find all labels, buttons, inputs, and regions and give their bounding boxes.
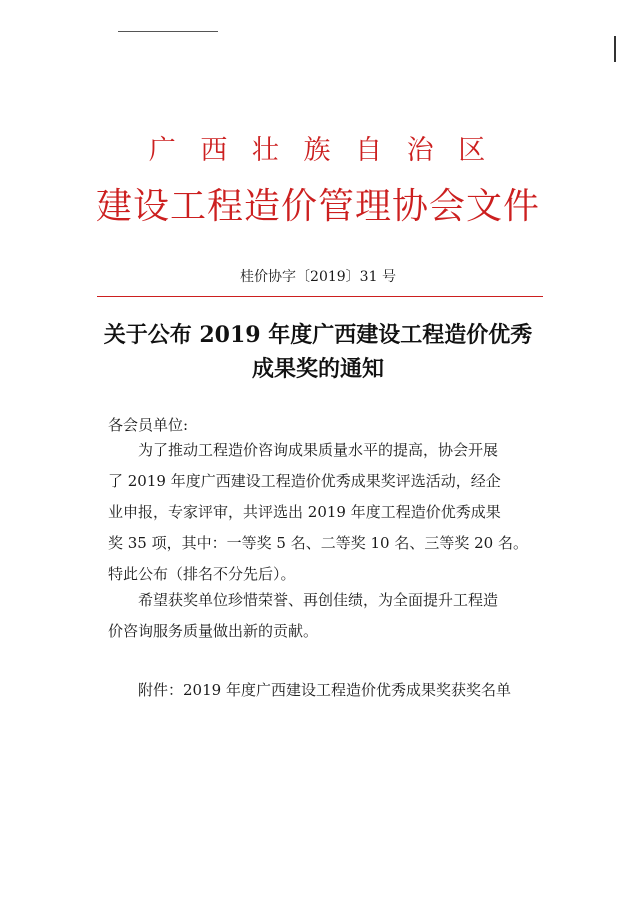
paragraph-1-line: 了 2019 年度广西建设工程造价优秀成果奖评选活动，经企 <box>108 472 501 490</box>
paragraph-1 <box>108 438 550 593</box>
notice-title-line2: 成果奖的通知 <box>251 356 384 382</box>
paragraph-2 <box>108 588 550 650</box>
header-org-file: 建设工程造价管理协会文件 <box>95 186 540 227</box>
scan-mark-right <box>614 36 616 62</box>
attachment-note: 附件：2019 年度广西建设工程造价优秀成果奖获奖名单 <box>138 681 511 699</box>
paragraph-2-line: 价咨询服务质量做出新的贡献。 <box>108 622 319 640</box>
scan-mark-top <box>118 31 218 32</box>
paragraph-2-line: 希望获奖单位珍惜荣誉、再创佳绩，为全面提升工程造 <box>138 591 499 609</box>
paragraph-1-line: 奖 35 项，其中：一等奖 5 名、二等奖 10 名、三等奖 20 名。 <box>108 534 528 552</box>
paragraph-1-line: 业申报，专家评审，共评选出 2019 年度工程造价优秀成果 <box>108 503 501 521</box>
document-number: 桂价协字〔2019〕31 号 <box>240 269 396 285</box>
paragraph-1-line: 特此公布（排名不分先后）。 <box>108 565 296 583</box>
notice-title-line1: 关于公布 2019 年度广西建设工程造价优秀 <box>103 322 533 348</box>
red-divider-line <box>97 296 543 297</box>
header-region: 广 西 壮 族 自 治 区 <box>148 135 494 166</box>
salutation: 各会员单位: <box>108 416 189 434</box>
paragraph-1-line: 为了推动工程造价咨询成果质量水平的提高，协会开展 <box>138 441 499 459</box>
